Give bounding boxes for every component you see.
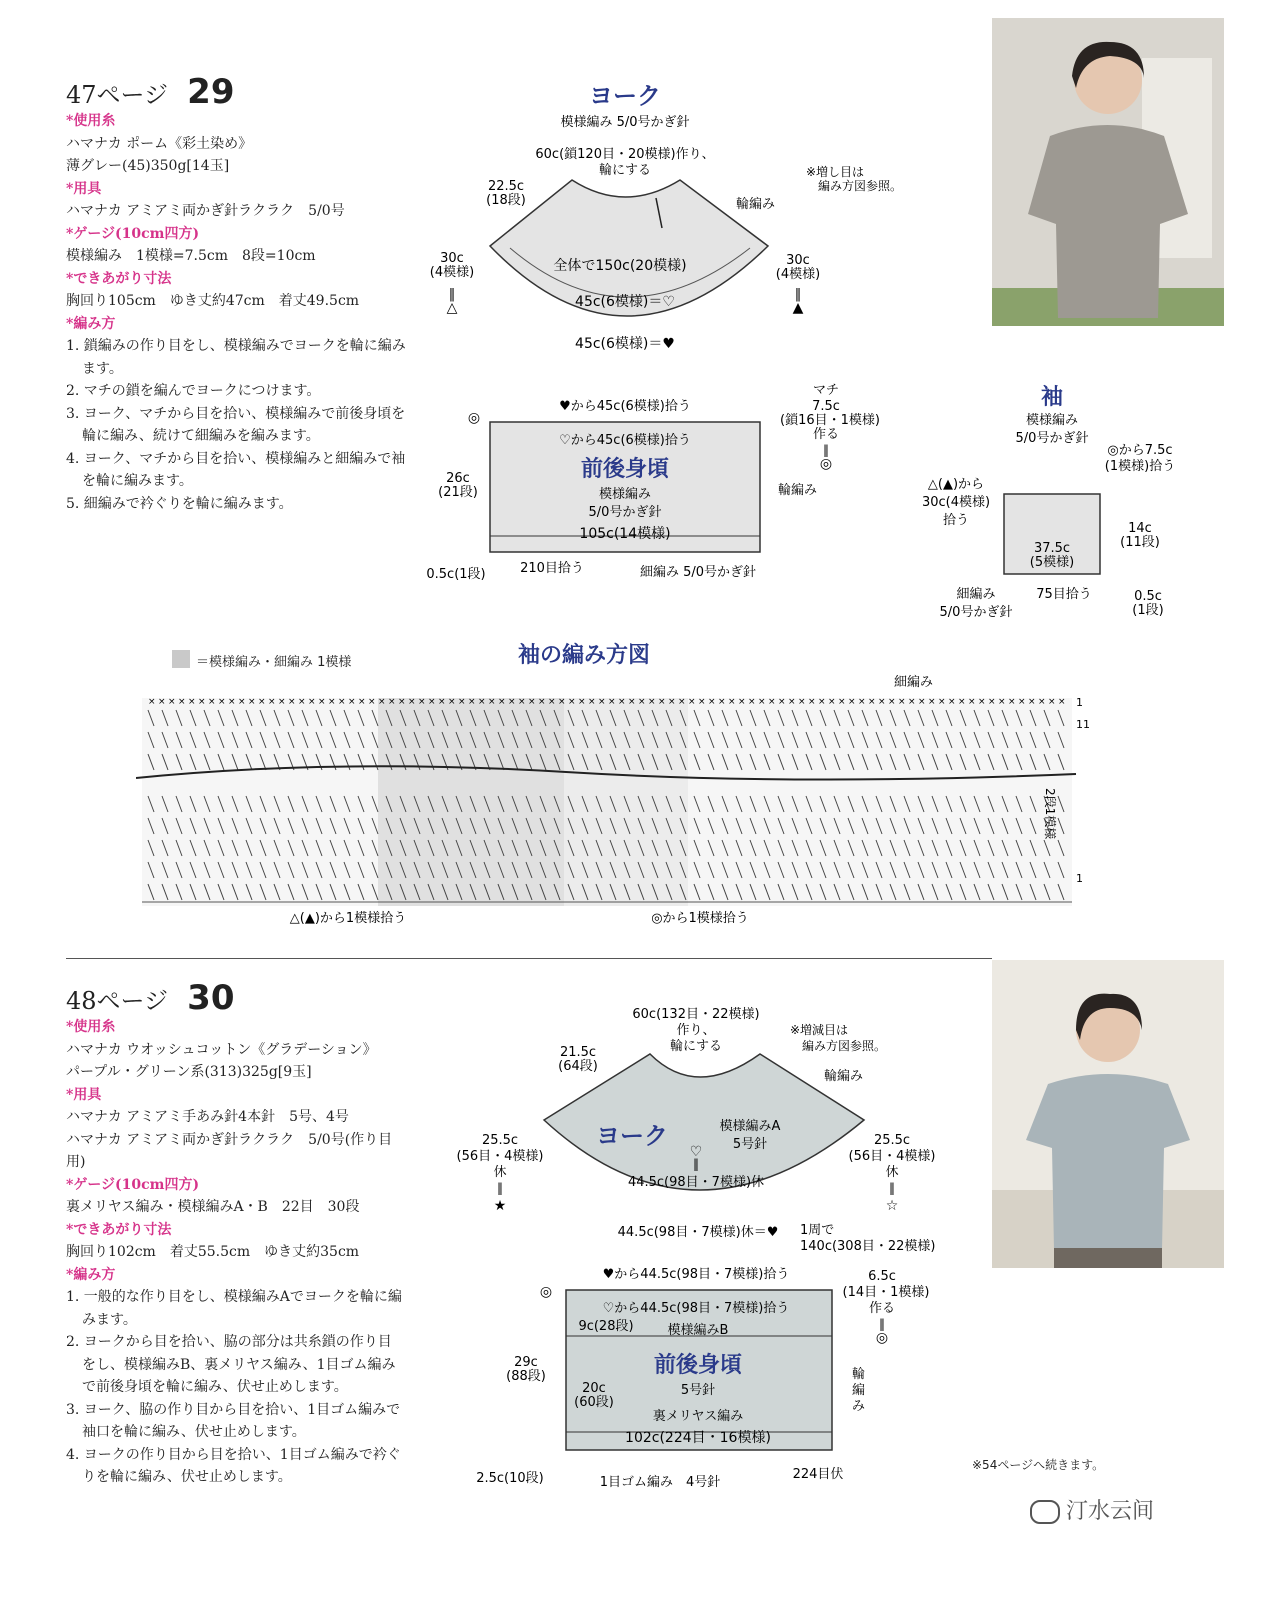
- sleeve-width: 37.5c: [1033, 541, 1071, 556]
- yoke-top-note: 60c(鎖120目・20模様)作り、: [535, 147, 715, 162]
- single-crochet-mark: ×: [228, 697, 236, 707]
- gusset-make: 作る: [868, 1301, 896, 1316]
- star-outline-icon: ☆: [885, 1198, 899, 1214]
- yoke-cast-on: 60c(132目・22模様): [632, 1007, 760, 1022]
- spec-line: 胸回り102cm 着丈55.5cm ゆき丈約35cm: [66, 1244, 360, 1260]
- body-needle: 5号針: [680, 1383, 716, 1398]
- sleeve-pick-width: 30c(4模様): [921, 495, 991, 510]
- sleeve-edge: 細編み: [956, 587, 996, 602]
- pattern-number: 29: [187, 72, 235, 112]
- yoke-left-pattern: (4模様): [429, 265, 475, 280]
- single-crochet-mark: ×: [698, 697, 706, 707]
- instruction-step: 1. 鎖編みの作り目をし、模様編みでヨークを輪に編みます。: [66, 338, 406, 377]
- single-crochet-mark: ×: [488, 697, 496, 707]
- sleeve-stitch-chart: [136, 670, 1126, 930]
- single-crochet-mark: ×: [208, 697, 216, 707]
- single-crochet-mark: ×: [708, 697, 716, 707]
- spec-line: 裏メリヤス編み・模様編みA・B 22目 30段: [66, 1199, 360, 1215]
- yoke-left-height: 22.5c: [487, 179, 525, 194]
- yoke-right-stitch: (56目・4模様): [848, 1149, 936, 1164]
- star-solid-icon: ★: [493, 1198, 507, 1214]
- sleeve-pick-from: △(▲)から: [927, 477, 985, 492]
- single-crochet-mark: ×: [848, 697, 856, 707]
- eq-mark: ‖: [448, 287, 456, 302]
- single-crochet-mark: ×: [408, 697, 416, 707]
- yoke-edge-label: 輪編み: [824, 1069, 864, 1084]
- yoke-pattern: 模様編みA: [719, 1119, 781, 1134]
- single-crochet-mark: ×: [898, 697, 906, 707]
- spec-line: 模様編み 1模様=7.5cm 8段=10cm: [66, 248, 316, 264]
- instruction-step: 4. ヨーク、マチから目を拾い、模様編みと細編みで袖を輪に編みます。: [66, 450, 406, 489]
- single-crochet-mark: ×: [738, 697, 746, 707]
- yoke-cast-on3: 輪にする: [669, 1039, 723, 1054]
- model-illustration-icon: [992, 960, 1224, 1268]
- page-header-30: [66, 978, 234, 1018]
- spec-heading: *ゲージ(10cm四方): [66, 225, 200, 242]
- single-crochet-mark: ×: [188, 697, 196, 707]
- spec-line: 薄グレー(45)350g[14玉]: [66, 158, 230, 174]
- spec-heading: *用具: [66, 1086, 102, 1103]
- spec-heading: *用具: [66, 180, 102, 197]
- yoke-cast-on2: 作り、: [676, 1023, 716, 1038]
- single-crochet-mark: ×: [258, 697, 266, 707]
- yoke-rows: (64段): [558, 1059, 598, 1074]
- yoke-left-width: 30c: [440, 251, 464, 266]
- instruction-step: 1. 一般的な作り目をし、模様編みAでヨークを輪に編みます。: [66, 1289, 402, 1328]
- edge-stitch: 細編み 5/0号かぎ針: [639, 565, 757, 580]
- single-crochet-mark: ×: [968, 697, 976, 707]
- single-crochet-mark: ×: [248, 697, 256, 707]
- spec-list-30: [66, 1016, 402, 1489]
- gusset-label: マチ: [812, 383, 840, 398]
- single-crochet-mark: ×: [338, 697, 346, 707]
- single-crochet-mark: ×: [1058, 697, 1066, 707]
- spec-line: 胸回り105cm ゆき丈約47cm 着丈49.5cm: [66, 293, 360, 309]
- chart-row-11: 11: [1076, 718, 1090, 731]
- body-side-3: み: [852, 1399, 866, 1414]
- single-crochet-mark: ×: [168, 697, 176, 707]
- single-crochet-mark: ×: [868, 697, 876, 707]
- model-photo-30: [992, 960, 1224, 1268]
- single-crochet-mark: ×: [378, 697, 386, 707]
- single-crochet-mark: ×: [438, 697, 446, 707]
- gusset-width: 7.5c: [812, 399, 840, 414]
- single-crochet-mark: ×: [728, 697, 736, 707]
- sleeve-edge-rows: (1段): [1132, 603, 1164, 618]
- legend-text: ＝模様編み・細編み 1模様: [196, 655, 352, 670]
- pattern-b-height: 9c(28段): [578, 1319, 634, 1334]
- spec-heading: *編み方: [66, 315, 116, 332]
- single-crochet-mark: ×: [658, 697, 666, 707]
- single-crochet-mark: ×: [638, 697, 646, 707]
- spec-line: ハマナカ アミアミ手あみ針4本針 5号、4号: [66, 1109, 349, 1125]
- body-sub2: 5/0号かぎ針: [588, 505, 662, 520]
- pattern-b-label: 模様編みB: [667, 1323, 729, 1338]
- yoke-needle: 5号針: [732, 1137, 768, 1152]
- chart-row-1-bottom: 1: [1076, 872, 1083, 885]
- single-crochet-mark: ×: [508, 697, 516, 707]
- sleeve-gusset-pick2: (1模様)拾う: [1104, 459, 1176, 474]
- single-crochet-mark: ×: [298, 697, 306, 707]
- watermark: [1030, 1494, 1154, 1525]
- single-crochet-mark: ×: [308, 697, 316, 707]
- diagram-29-yoke-body: [400, 76, 940, 596]
- rib-label: 1目ゴム編み 4号針: [599, 1475, 721, 1490]
- sleeve-gusset-pick: ◎から7.5c: [1107, 443, 1173, 458]
- single-crochet-mark: ×: [748, 697, 756, 707]
- yoke-bottom: 45c(6模様)＝♥: [575, 336, 675, 352]
- single-crochet-mark: ×: [1028, 697, 1036, 707]
- chart-row-1: 1: [1076, 696, 1083, 709]
- chart-sc-label: 細編み: [894, 675, 934, 690]
- edge-height: 0.5c(1段): [426, 567, 486, 582]
- single-crochet-mark: ×: [528, 697, 536, 707]
- sleeve-height: 14c: [1128, 521, 1152, 536]
- eq-mark: ‖: [794, 287, 802, 302]
- instruction-step: 5. 細編みで衿ぐりを輪に編みます。: [66, 495, 293, 512]
- single-crochet-mark: ×: [908, 697, 916, 707]
- single-crochet-mark: ×: [178, 697, 186, 707]
- yoke-edge-label: 輪編み: [736, 197, 776, 212]
- bind-off: 224目伏: [792, 1467, 844, 1482]
- single-crochet-mark: ×: [768, 697, 776, 707]
- yoke-total: 全体で150c(20模様): [553, 258, 687, 274]
- single-crochet-mark: ×: [1038, 697, 1046, 707]
- eq-mark: ‖: [693, 1157, 699, 1171]
- single-crochet-mark: ×: [618, 697, 626, 707]
- single-crochet-mark: ×: [878, 697, 886, 707]
- single-crochet-mark: ×: [548, 697, 556, 707]
- sleeve-pick-verb: 拾う: [942, 513, 970, 528]
- model-illustration-icon: [992, 18, 1224, 326]
- body-top-pick: ♥から45c(6模様)拾う: [559, 399, 691, 414]
- gusset-chain: (鎖16目・1模様): [780, 413, 880, 428]
- single-crochet-mark: ×: [348, 697, 356, 707]
- single-crochet-mark: ×: [798, 697, 806, 707]
- spec-heading: *できあがり寸法: [66, 1221, 172, 1238]
- single-crochet-mark: ×: [888, 697, 896, 707]
- yoke-left-stitch: (56目・4模様): [456, 1149, 544, 1164]
- single-crochet-mark: ×: [568, 697, 576, 707]
- sleeve-edge-height: 0.5c: [1134, 589, 1162, 604]
- eq-mark: ‖: [497, 1181, 503, 1195]
- sleeve-edge-hook: 5/0号かぎ針: [939, 605, 1013, 620]
- purl-rows: (60段): [574, 1395, 614, 1410]
- single-crochet-mark: ×: [398, 697, 406, 707]
- single-crochet-mark: ×: [788, 697, 796, 707]
- circle-mark-icon: ◎: [819, 456, 833, 472]
- single-crochet-mark: ×: [578, 697, 586, 707]
- single-crochet-mark: ×: [448, 697, 456, 707]
- single-crochet-mark: ×: [478, 697, 486, 707]
- yoke-left-hold: 休: [493, 1165, 507, 1180]
- single-crochet-mark: ×: [388, 697, 396, 707]
- chart-repeat-label: 2段1模様: [1043, 788, 1057, 840]
- single-crochet-mark: ×: [818, 697, 826, 707]
- spec-heading: *ゲージ(10cm四方): [66, 1176, 200, 1193]
- yoke-left-width: 25.5c: [481, 1133, 519, 1148]
- single-crochet-mark: ×: [428, 697, 436, 707]
- body-side-1: 輪: [852, 1367, 866, 1382]
- yoke-top-note2: 輪にする: [598, 163, 652, 178]
- diagram-29-sleeve: [900, 376, 1200, 626]
- spec-heading: *使用糸: [66, 1019, 116, 1035]
- yoke-right-width: 30c: [786, 253, 810, 268]
- single-crochet-mark: ×: [218, 697, 226, 707]
- single-crochet-mark: ×: [758, 697, 766, 707]
- body-height: 26c: [446, 471, 470, 486]
- circle-mark-icon: ◎: [875, 1330, 889, 1346]
- single-crochet-mark: ×: [358, 697, 366, 707]
- yoke-right-width: 25.5c: [873, 1133, 911, 1148]
- yoke-round2: 140c(308目・22模様): [800, 1239, 936, 1254]
- single-crochet-mark: ×: [938, 697, 946, 707]
- instruction-step: 2. マチの鎖を編んでヨークにつけます。: [66, 383, 321, 399]
- single-crochet-mark: ×: [318, 697, 326, 707]
- chart-pick-tri: △(▲)から1模様拾う: [289, 911, 407, 926]
- body-side: 輪編み: [778, 483, 818, 498]
- body-stitch: 裏メリヤス編み: [652, 1409, 744, 1424]
- continued-note: ※54ページへ続きます。: [972, 1458, 1105, 1472]
- yoke-title: ヨーク: [596, 1122, 668, 1150]
- spec-heading: *使用糸: [66, 113, 116, 129]
- single-crochet-mark: ×: [778, 697, 786, 707]
- single-crochet-mark: ×: [458, 697, 466, 707]
- single-crochet-mark: ×: [418, 697, 426, 707]
- yoke-mid: 44.5c(98目・7模様)休: [627, 1175, 765, 1190]
- page-label: 48ページ: [66, 987, 169, 1015]
- solid-triangle-icon: ▲: [792, 300, 804, 316]
- single-crochet-mark: ×: [238, 697, 246, 707]
- page-label: 47ページ: [66, 81, 169, 109]
- sleeve-title: 袖: [1040, 385, 1064, 410]
- single-crochet-mark: ×: [608, 697, 616, 707]
- circle-mark-icon: ◎: [467, 410, 481, 426]
- spec-line: ハマナカ アミアミ両かぎ針ラクラク 5/0号: [66, 203, 345, 219]
- yoke-right-hold: 休: [885, 1165, 899, 1180]
- open-triangle-icon: △: [446, 300, 458, 316]
- single-crochet-mark: ×: [1008, 697, 1016, 707]
- heart-outline-icon: ♡: [689, 1144, 703, 1160]
- single-crochet-mark: ×: [278, 697, 286, 707]
- chart-repeat-band: [378, 698, 564, 906]
- eq-mark: ‖: [889, 1181, 895, 1195]
- single-crochet-mark: ×: [498, 697, 506, 707]
- sleeve-pattern: (5模様): [1029, 555, 1075, 570]
- body-top-pick: ♥から44.5c(98目・7模様)拾う: [602, 1267, 790, 1282]
- single-crochet-mark: ×: [1018, 697, 1026, 707]
- yoke-mid: 45c(6模様)＝♡: [575, 294, 675, 310]
- body-width: 105c(14模様): [579, 526, 671, 542]
- pattern-number: 30: [187, 978, 235, 1018]
- gusset-stitch: (14目・1模様): [842, 1285, 930, 1300]
- yoke-left-rows: (18段): [486, 193, 526, 208]
- single-crochet-mark: ×: [368, 697, 376, 707]
- wechat-icon: [1030, 1500, 1060, 1524]
- spec-heading: *できあがり寸法: [66, 270, 172, 287]
- pick-count: 210目拾う: [520, 561, 584, 576]
- purl-height: 20c: [582, 1381, 606, 1396]
- instruction-step: 2. ヨークから目を拾い、脇の部分は共糸鎖の作り目をし、模様編みB、裏メリヤス編み、1目ゴム編みで前後身頃を輪に編み、伏せ止めします。: [66, 1334, 396, 1395]
- single-crochet-mark: ×: [598, 697, 606, 707]
- spec-line: ハマナカ アミアミ両かぎ針ラクラク 5/0号(作り目用): [66, 1131, 393, 1170]
- single-crochet-mark: ×: [588, 697, 596, 707]
- single-crochet-mark: ×: [268, 697, 276, 707]
- yoke-round: 1周で: [800, 1223, 835, 1238]
- single-crochet-mark: ×: [998, 697, 1006, 707]
- single-crochet-mark: ×: [978, 697, 986, 707]
- spec-line: パープル・グリーン系(313)325g[9玉]: [66, 1064, 312, 1080]
- single-crochet-mark: ×: [808, 697, 816, 707]
- single-crochet-mark: ×: [328, 697, 336, 707]
- gusset-make: 作る: [812, 427, 840, 442]
- single-crochet-mark: ×: [958, 697, 966, 707]
- body-rows: (21段): [438, 485, 478, 500]
- instruction-step: 3. ヨーク、脇の作り目から目を拾い、1目ゴム編みで袖口を輪に編み、伏せ止めします。: [66, 1401, 401, 1440]
- watermark-text: 汀水云间: [1066, 1499, 1155, 1524]
- single-crochet-mark: ×: [678, 697, 686, 707]
- single-crochet-mark: ×: [628, 697, 636, 707]
- yoke-title: ヨーク: [589, 82, 661, 110]
- body-side-2: 編: [852, 1383, 866, 1398]
- single-crochet-mark: ×: [668, 697, 676, 707]
- yoke-height: 21.5c: [559, 1045, 597, 1060]
- sleeve-sub1: 模様編み: [1025, 413, 1079, 428]
- spec-heading: *編み方: [66, 1266, 116, 1283]
- yoke-bottom: 44.5c(98目・7模様)休＝♥: [617, 1225, 779, 1240]
- instruction-step: 3. ヨーク、マチから目を拾い、模様編みで前後身頃を輪に編み、続けて細編みを編みます。: [66, 405, 406, 444]
- sleeve-sub2: 5/0号かぎ針: [1015, 431, 1089, 446]
- spec-line: ハマナカ ポーム《彩土染め》: [66, 135, 253, 152]
- sleeve-rows: (11段): [1120, 535, 1160, 550]
- yoke-right-pattern: (4模様): [775, 267, 821, 282]
- single-crochet-mark: ×: [948, 697, 956, 707]
- yoke-shape: [544, 1054, 864, 1190]
- chart-title: 袖の編み方図: [518, 643, 651, 668]
- body-top-pick2: ♡から44.5c(98目・7模様)拾う: [602, 1301, 790, 1316]
- body-title: 前後身頃: [653, 1353, 743, 1378]
- diagram-30-yoke-body: [440, 1000, 980, 1500]
- single-crochet-mark: ×: [1048, 697, 1056, 707]
- single-crochet-mark: ×: [988, 697, 996, 707]
- circle-mark-icon: ◎: [539, 1284, 553, 1300]
- single-crochet-mark: ×: [288, 697, 296, 707]
- yoke-note2: 編み方図参照。: [802, 1039, 887, 1053]
- single-crochet-mark: ×: [718, 697, 726, 707]
- single-crochet-mark: ×: [198, 697, 206, 707]
- gusset-width: 6.5c: [868, 1269, 896, 1284]
- yoke-note: ※増し目は: [806, 165, 865, 179]
- instruction-step: 4. ヨークの作り目から目を拾い、1目ゴム編みで衿ぐりを輪に編み、伏せ止めします。: [66, 1446, 401, 1485]
- body-rows: (88段): [506, 1369, 546, 1384]
- spec-list-29: [66, 110, 416, 515]
- eq-mark: ‖: [879, 1317, 885, 1331]
- legend-swatch: [172, 650, 190, 668]
- single-crochet-mark: ×: [518, 697, 526, 707]
- chart-pick-circle: ◎から1模様拾う: [651, 911, 749, 926]
- single-crochet-mark: ×: [468, 697, 476, 707]
- single-crochet-mark: ×: [148, 697, 156, 707]
- single-crochet-mark: ×: [828, 697, 836, 707]
- spec-line: ハマナカ ウオッシュコットン《グラデーション》: [66, 1041, 377, 1058]
- single-crochet-mark: ×: [918, 697, 926, 707]
- single-crochet-mark: ×: [648, 697, 656, 707]
- single-crochet-mark: ×: [538, 697, 546, 707]
- body-height: 29c: [514, 1355, 538, 1370]
- single-crochet-mark: ×: [928, 697, 936, 707]
- single-crochet-mark: ×: [688, 697, 696, 707]
- single-crochet-mark: ×: [558, 697, 566, 707]
- yoke-sub: 模様編み 5/0号かぎ針: [560, 115, 690, 130]
- page-header-29: [66, 72, 234, 112]
- sleeve-pick-count: 75目拾う: [1036, 587, 1092, 602]
- single-crochet-mark: ×: [838, 697, 846, 707]
- rib-height: 2.5c(10段): [476, 1471, 544, 1486]
- yoke-note: ※増減目は: [790, 1023, 849, 1037]
- single-crochet-mark: ×: [858, 697, 866, 707]
- model-photo-29: [992, 18, 1224, 326]
- body-sub1: 模様編み: [598, 487, 652, 502]
- section-divider: [66, 958, 992, 959]
- body-title: 前後身頃: [580, 457, 670, 482]
- eq-mark: ‖: [823, 443, 829, 457]
- single-crochet-mark: ×: [158, 697, 166, 707]
- body-top-pick2: ♡から45c(6模様)拾う: [559, 433, 691, 448]
- body-width: 102c(224目・16模様): [625, 1430, 771, 1446]
- yoke-note2: 編み方図参照。: [818, 179, 903, 193]
